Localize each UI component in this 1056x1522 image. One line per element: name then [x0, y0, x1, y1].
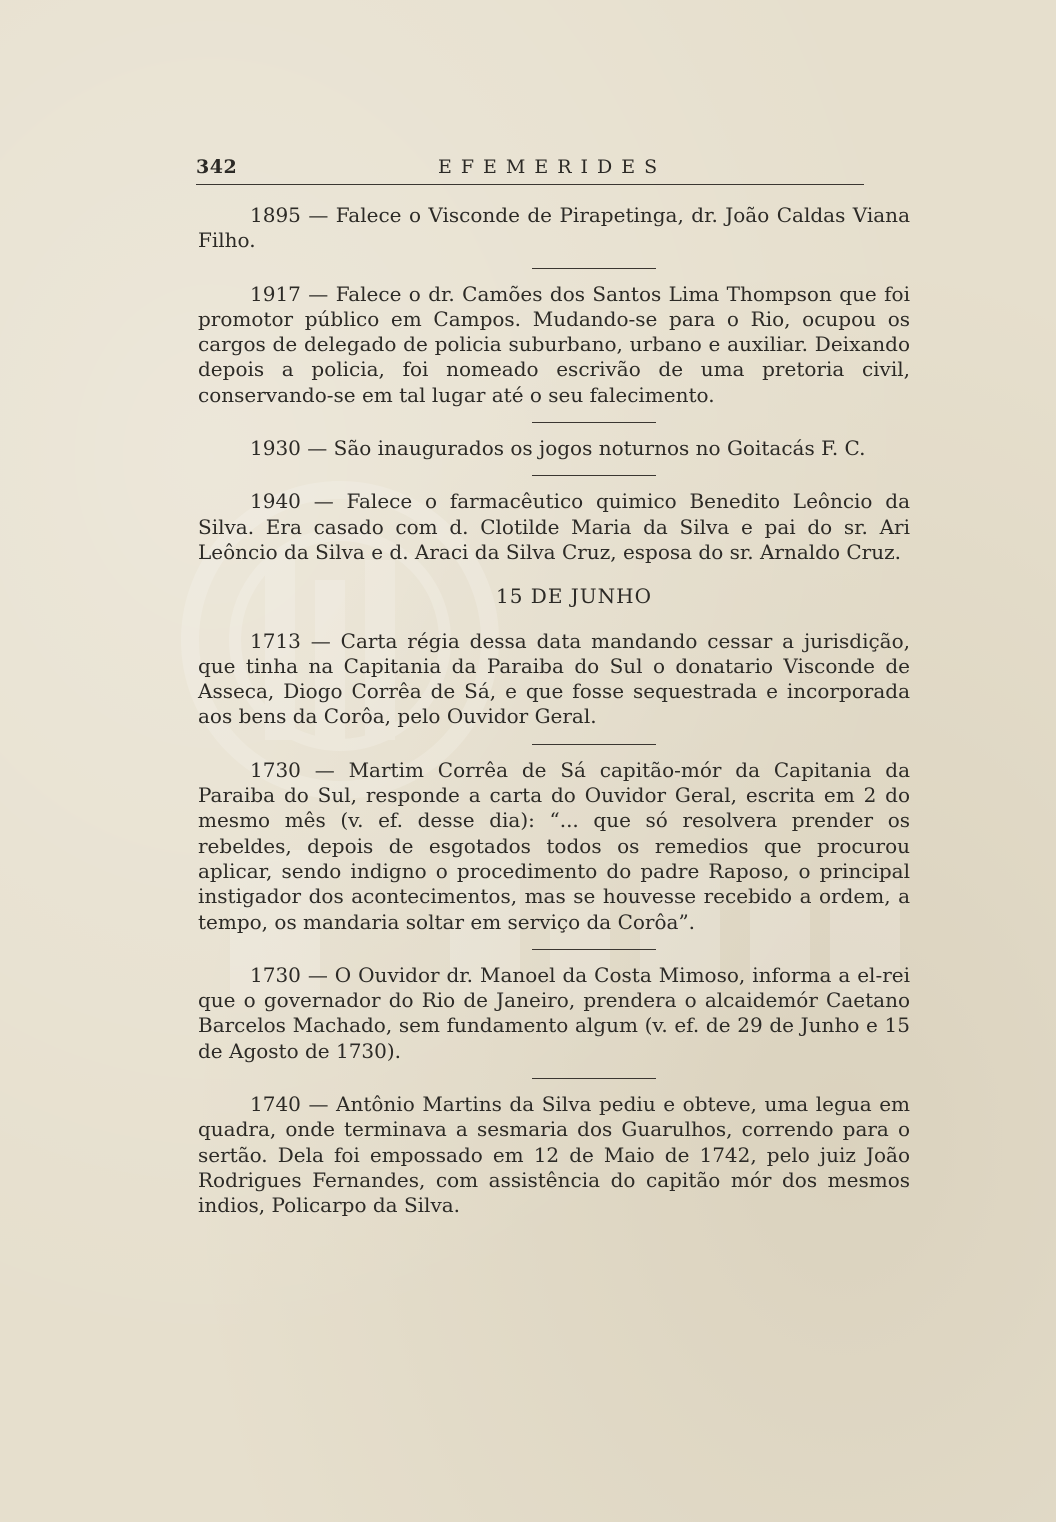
separator-rule: [532, 475, 656, 476]
entry-paragraph: 1730 — O Ouvidor dr. Manoel da Costa Mimoso, informa a el-rei que o governador do Rio de Janeiro, prendera o alcaidemór Caetano Barcelos Machado, sem fundamento algum (v. ef. de 29 de Junho e 15 de Agosto de 1730).: [198, 962, 910, 1063]
running-title: EFEMERIDES: [438, 156, 667, 178]
entry-paragraph: 1917 — Falece o dr. Camões dos Santos Lima Thompson que foi promotor público em Campos. Mudando-se para o Rio, ocupou os cargos de delegado de policia suburbano, urbano e auxiliar. Deixando depois a policia, foi nomeado escrivão de uma pretoria civil, conservando-se em tal lugar até o seu falecimento.: [198, 281, 910, 407]
separator-rule: [532, 1078, 656, 1079]
separator-rule: [532, 949, 656, 950]
entry-paragraph: 1895 — Falece o Visconde de Pirapetinga, dr. João Caldas Viana Filho.: [198, 203, 910, 253]
entry-paragraph: 1930 — São inaugurados os jogos noturnos no Goitacás F. C.: [250, 436, 866, 461]
page-number: 342: [196, 156, 238, 178]
separator-rule: [532, 268, 656, 269]
entry-paragraph: 1740 — Antônio Martins da Silva pediu e obteve, uma legua em quadra, onde terminava a sesmaria dos Guarulhos, correndo para o sertão. Dela foi empossado em 12 de Maio de 1742, pelo juiz João Rodrigues Fernandes, com assistência do capitão mór dos mesmos indios, Policarpo da Silva.: [198, 1092, 910, 1218]
separator-rule: [532, 744, 656, 745]
entry-paragraph: 1940 — Falece o farmacêutico quimico Benedito Leôncio da Silva. Era casado com d. Clotilde Maria da Silva e pai do sr. Ari Leôncio da Silva e d. Araci da Silva Cruz, esposa do sr. Arnaldo Cruz.: [198, 489, 910, 564]
entry-paragraph: 1730 — Martim Corrêa de Sá capitão-mór da Capitania da Paraiba do Sul, responde a carta do Ouvidor Geral, escrita em 2 do mesmo mês (v. ef. desse dia): “... que só resolvera prender os rebeldes, depois de esgotados todos os remedios que procurou aplicar, sendo indigno o procedimento do padre Raposo, o principal instigador dos acontecimentos, mas se houvesse recebido a ordem, a tempo, os mandaria soltar em serviço da Corôa”.: [198, 757, 910, 934]
section-heading: 15 DE JUNHO: [495, 584, 652, 609]
body-text: [198, 203, 910, 1219]
running-header: [196, 152, 864, 185]
entry-paragraph: 1713 — Carta régia dessa data mandando cessar a jurisdição, que tinha na Capitania da Paraiba do Sul o donatario Visconde de Asseca, Diogo Corrêa de Sá, e que fosse sequestrada e incorporada aos bens da Corôa, pelo Ouvidor Geral.: [198, 628, 910, 729]
separator-rule: [532, 422, 656, 423]
